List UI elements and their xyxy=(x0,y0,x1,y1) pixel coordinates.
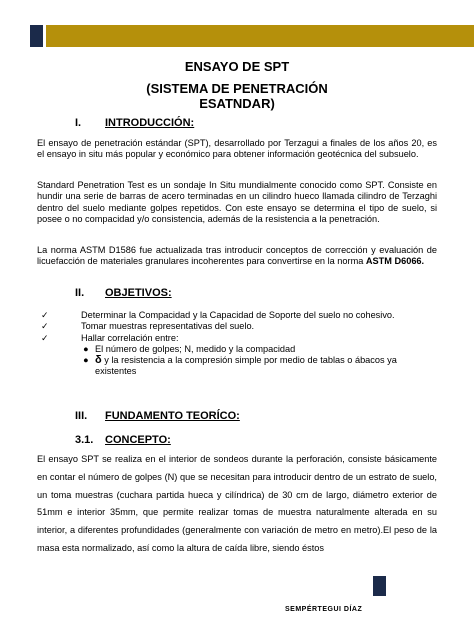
check-icon: ✓ xyxy=(41,332,49,343)
intro-paragraph-3-text: La norma ASTM D1586 fue actualizada tras introducir conceptos de corrección y evaluación de licuefacción de materiales granulares incoherentes para convertirse en la norma xyxy=(37,245,437,267)
objective-text: Hallar correlación entre: xyxy=(81,332,179,343)
intro-paragraph-3 xyxy=(37,245,437,268)
list-item xyxy=(37,333,437,378)
document-subtitle-line2: ESATNDAR) xyxy=(199,96,275,111)
section-title: OBJETIVOS: xyxy=(105,287,172,299)
check-icon: ✓ xyxy=(41,321,49,332)
intro-paragraph-2: Standard Penetration Test es un sondaje In Situ mundialmente conocido como SPT. Consiste en hundir una serie de barras de acero terminadas en un cilindro hueco llamada cilindro de Terzaghi dentro del suelo mediante golpes repetidos. Con este ensayo se determina el tipo de suelo, si posee o no compacidad y/o consistencia, además de la resistencia a la penetración. xyxy=(37,180,437,224)
check-icon: ✓ xyxy=(41,310,49,320)
norma-astm-d6066: ASTM D6066. xyxy=(365,256,425,267)
header-gold-band xyxy=(46,25,474,47)
sub-item-text: El número de golpes; N, medido y la compacidad xyxy=(95,343,296,354)
objective-text: Tomar muestras representativas del suelo. xyxy=(81,321,255,332)
concepto-paragraph: El ensayo SPT se realiza en el interior de sondeos durante la perforación, consiste básicamente en contar el número de golpes (N) que se necesitan para introducir dentro de un estrato de suelo, un toma muestras (cuchara partida hueca y cilíndrica) de 30 cm de largo, diámetro exterior de 51mm e interior 35mm, que permite realizar tomas de muestra naturalmente alterada en su interior, a diferentes profundidades (generalmente con variación de metro en metro).El peso de la masa esta normalizado, así como la altura de caída libre, siendo éstos xyxy=(37,454,437,553)
footer-accent-block xyxy=(373,576,386,596)
document-subtitle-line1: (SISTEMA DE PENETRACIÓN xyxy=(146,81,328,96)
subsection-number: 3.1. xyxy=(75,434,94,446)
header-accent-block xyxy=(30,25,43,47)
objectives-list xyxy=(37,310,437,378)
section-heading-introduccion xyxy=(75,117,194,129)
section-number: II. xyxy=(75,287,85,299)
footer-area xyxy=(0,576,370,632)
list-item xyxy=(81,344,437,355)
section-title: FUNDAMENTO TEORÍCO: xyxy=(105,410,240,422)
section-title: INTRODUCCIÓN: xyxy=(105,117,195,129)
sub-item-text: y la resistencia a la compresión simple por medio de tablas o ábacos ya existentes xyxy=(95,355,397,377)
bullet-dot-icon: ● xyxy=(83,355,89,366)
list-item xyxy=(37,321,437,332)
list-item xyxy=(81,355,437,378)
section-number: I. xyxy=(75,117,82,129)
section-heading-objetivos xyxy=(75,287,172,299)
section-heading-fundamento xyxy=(75,410,240,422)
subsection-title: CONCEPTO: xyxy=(105,434,171,446)
footer-author: SEMPÉRTEGUI DÍAZ xyxy=(285,606,363,613)
document-title: ENSAYO DE SPT xyxy=(184,59,290,74)
intro-paragraph-1: El ensayo de penetración estándar (SPT), desarrollado por Terzagui a finales de los años 20, es el ensayo in situ más popular y económico para obtener información geotécnica del subsuelo. xyxy=(37,138,437,160)
subsection-heading-concepto xyxy=(75,434,171,446)
correlation-sublist xyxy=(81,344,437,378)
objective-text: Determinar la Compacidad y la Capacidad de Soporte del suelo no cohesivo. xyxy=(81,310,395,320)
list-item xyxy=(37,310,437,321)
section-number: III. xyxy=(75,410,88,422)
bullet-dot-icon: ● xyxy=(83,343,89,354)
delta-symbol: δ xyxy=(95,354,102,367)
